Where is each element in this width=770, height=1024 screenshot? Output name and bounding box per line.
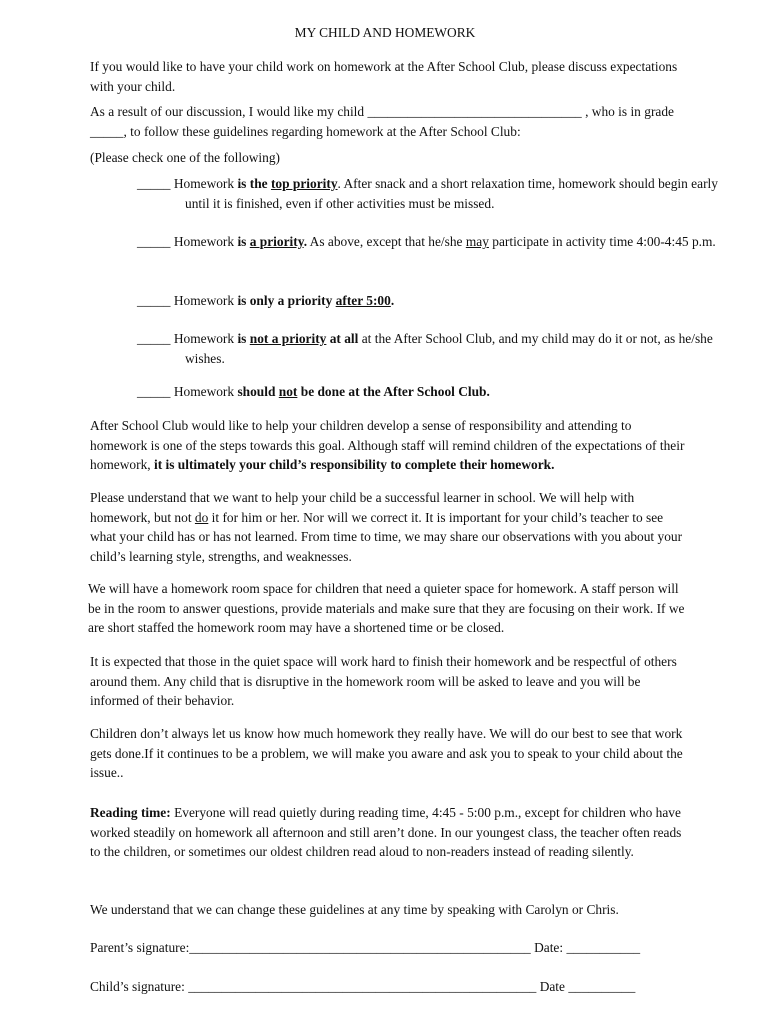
child-signature-line[interactable]: Child’s signature: ____________________________________________________ Date __________	[90, 979, 636, 994]
guidelines-change-note: We understand that we can change these guidelines at any time by speaking with Carolyn or Chris.	[90, 902, 619, 917]
responsibility-paragraph: After School Club would like to help your children develop a sense of responsibility and attending to homework is one of the steps towards this goal. Although staff will remind children of the expectations of their homework, it is ultimately your child’s responsibility to complete their homework.	[90, 418, 685, 473]
child-name-blank[interactable]: ________________________________	[367, 104, 582, 119]
option-check-blank[interactable]: _____	[137, 176, 171, 191]
option-not-done: _____ Homework should not be done at the After School Club.	[137, 384, 490, 399]
children-paragraph: Children don’t always let us know how much homework they really have. We will do our best to see that work gets done.If it continues to be a problem, we will make you aware and ask you to speak to your child about the issue..	[90, 726, 683, 781]
intro-paragraph: If you would like to have your child work on homework at the After School Club, please discuss expectations with your child.	[90, 59, 678, 94]
option-a-priority: _____ Homework is a priority. As above, except that he/she may participate in activity time 4:00-4:45 p.m.	[137, 234, 716, 249]
option-check-blank[interactable]: _____	[137, 384, 171, 399]
page-title: MY CHILD AND HOMEWORK	[294, 25, 476, 40]
quiet-space-paragraph: It is expected that those in the quiet space will work hard to finish their homework and be respectful of others around them. Any child that is disruptive in the homework room will be asked to leave and you will be informed of their behavior.	[90, 654, 677, 709]
learner-paragraph: Please understand that we want to help your child be a successful learner in school. We will help with homework, but not do it for him or her. Nor will we correct it. It is important for your child’s teacher to see what your child has or has not learned. From time to time, we may share our observations with you about your child’s learning style, strengths, and weaknesses.	[90, 490, 683, 564]
reading-time-paragraph: Reading time: Everyone will read quietly during reading time, 4:45 - 5:00 p.m., except for children who have worked steadily on homework all afternoon and still aren’t done. In our youngest class, the teacher often reads to the children, or sometimes our oldest children read aloud to non-readers instead of reading silently.	[90, 805, 682, 860]
option-after-five: _____ Homework is only a priority after 5:00.	[137, 293, 395, 308]
option-check-blank[interactable]: _____	[137, 293, 171, 308]
child-grade-statement: As a result of our discussion, I would like my child ________________________________ , who is in grade _____, to follow these guidelines regarding homework at the After School Club:	[90, 104, 674, 139]
check-instruction: (Please check one of the following)	[90, 150, 281, 165]
option-check-blank[interactable]: _____	[137, 234, 171, 249]
homework-room-paragraph: We will have a homework room space for children that need a quieter space for homework. A staff person will be in the room to answer questions, provide materials and make sure that they are focusing on their work. If we are short staffed the homework room may have a shortened time or be closed.	[88, 581, 685, 636]
option-not-a-priority: _____ Homework is not a priority at all at the After School Club, and my child may do it or not, as he/she wishes.	[137, 331, 713, 366]
grade-blank[interactable]: _____	[90, 123, 124, 139]
option-top-priority: _____ Homework is the top priority. After snack and a short relaxation time, homework should begin early until it is finished, even if other activities must be missed.	[137, 176, 718, 211]
parent-signature-line[interactable]: Parent’s signature:___________________________________________________ Date: ___________	[90, 940, 641, 955]
option-check-blank[interactable]: _____	[137, 331, 171, 346]
